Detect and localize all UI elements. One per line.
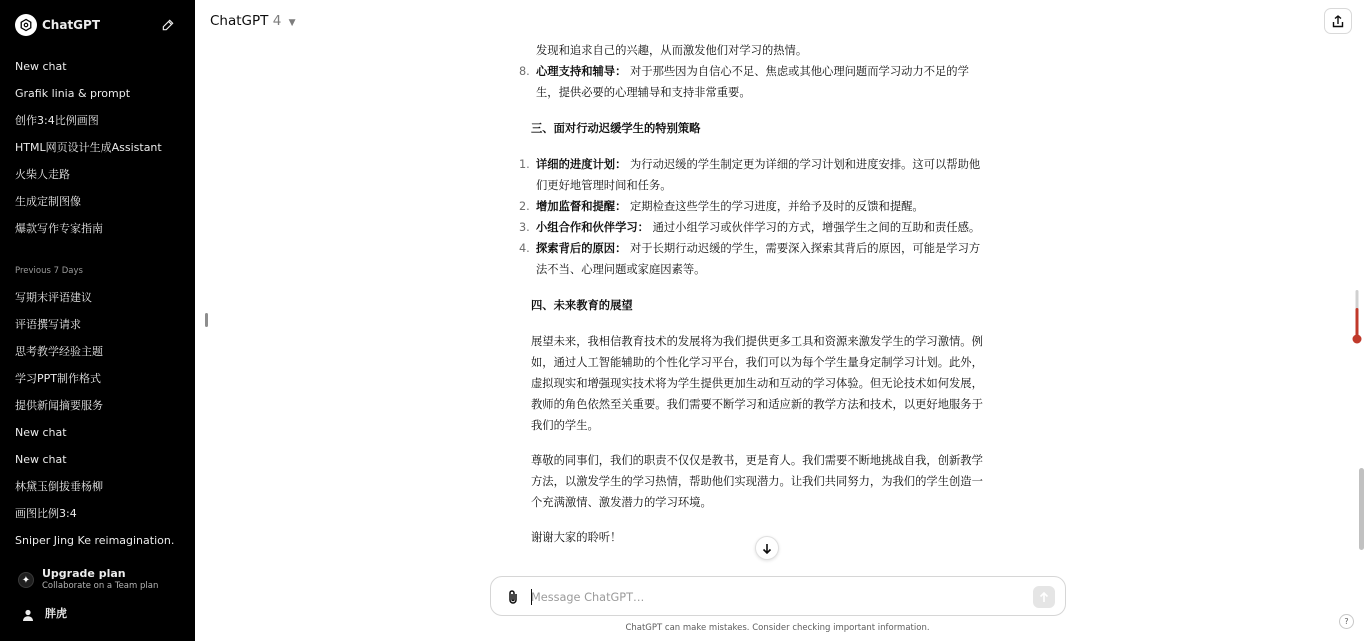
sidebar-chat-item[interactable]: 创作3:4比例画图 — [15, 114, 99, 127]
list-item-text: 定期检查这些学生的学习进度，并给予及时的反馈和提醒。 — [629, 200, 924, 213]
sidebar-chat-item[interactable]: 提供新闻摘要服务 — [15, 399, 103, 412]
sidebar-chat-item[interactable]: 学习PPT制作格式 — [15, 372, 101, 385]
upgrade-subtitle: Collaborate on a Team plan — [42, 581, 159, 591]
sidebar-header — [0, 0, 195, 50]
message-input[interactable] — [531, 587, 1011, 607]
sidebar-chat-item[interactable]: 林黛玉倒拔垂杨柳 — [15, 480, 103, 493]
list-item-text: 对于长期行动迟缓的学生，需要深入探索其背后的原因，可能是学习方法不当、心理问题或家庭因素等。 — [536, 242, 981, 276]
send-button[interactable] — [1033, 586, 1055, 608]
sidebar-chat-item[interactable]: Sniper Jing Ke reimagination. — [15, 534, 175, 547]
list-item-text: 通过小组学习或伙伴学习的方式，增强学生之间的互助和责任感。 — [652, 221, 981, 234]
list-item-title: 探索背后的原因： — [536, 242, 627, 255]
list-item — [519, 238, 991, 280]
sidebar — [0, 0, 195, 641]
list-number: 4. — [519, 242, 530, 255]
sidebar-chat-item[interactable]: New chat — [15, 60, 67, 73]
sidebar-chat-item[interactable]: New chat — [15, 453, 67, 466]
list-number: 3. — [519, 221, 530, 234]
scroll-position-indicator — [1352, 290, 1362, 346]
sidebar-chat-item[interactable]: 写期末评语建议 — [15, 291, 92, 304]
scrollbar-thumb[interactable] — [1359, 468, 1364, 550]
chat-history-today — [0, 56, 195, 245]
list-item-title: 小组合作和伙伴学习： — [536, 221, 649, 234]
sidebar-chat-item[interactable]: 评语撰写请求 — [15, 318, 81, 331]
arrow-up-icon — [1039, 592, 1049, 603]
sidebar-chat-item[interactable]: 火柴人走路 — [15, 168, 70, 181]
list-item-title: 心理支持和辅导： — [536, 65, 627, 78]
chat-history-week — [0, 287, 195, 557]
sidebar-chat-item[interactable]: HTML网页设计生成Assistant — [15, 141, 162, 154]
sidebar-chat-item[interactable]: 思考教学经验主题 — [15, 345, 103, 358]
sidebar-chat-item[interactable]: 生成定制图像 — [15, 195, 81, 208]
paperclip-icon[interactable] — [506, 589, 520, 605]
list-item — [519, 61, 991, 103]
list-item-title: 详细的进度计划： — [536, 158, 627, 171]
help-button[interactable]: ? — [1339, 614, 1354, 629]
scroll-to-bottom-button[interactable] — [755, 536, 779, 560]
upgrade-plan-button[interactable] — [0, 562, 195, 598]
list-item — [519, 154, 991, 196]
section-heading: 四、未来教育的展望 — [531, 299, 633, 312]
user-icon — [22, 606, 34, 618]
list-number: 2. — [519, 200, 530, 213]
share-icon — [1332, 15, 1344, 28]
message-composer — [490, 576, 1066, 616]
message-line: 发现和追求自己的兴趣，从而激发他们对学习的热情。 — [536, 44, 808, 57]
sparkle-icon: ✦ — [18, 572, 34, 588]
list-number: 1. — [519, 158, 530, 171]
edit-icon[interactable] — [161, 17, 175, 31]
text-caret — [531, 589, 532, 605]
sidebar-chat-item[interactable]: New chat — [15, 426, 67, 439]
share-button[interactable] — [1324, 8, 1352, 34]
sidebar-resize-handle[interactable] — [205, 313, 208, 327]
upgrade-title: Upgrade plan — [42, 567, 126, 580]
sidebar-chat-item[interactable]: 爆款写作专家指南 — [15, 222, 103, 235]
chevron-down-icon: ▼ — [288, 18, 296, 28]
model-name: ChatGPT — [210, 13, 269, 29]
arrow-down-icon — [762, 543, 772, 554]
message-paragraph: 展望未来，我相信教育技术的发展将为我们提供更多工具和资源来激发学生的学习激情。例如，通过人工智能辅助的个性化学习平台，我们可以为每个学生量身定制学习计划。此外，虚拟现实和增强现实技术将为学生提供更加生动和互动的学习体验。但无论技术如何发展，教师的角色依然至关重要。我们需要不断学习和适应新的教学方法和技术，以更好地服务于我们的学生。 — [531, 335, 983, 432]
model-version: 4 — [272, 13, 282, 29]
openai-logo-icon[interactable] — [15, 14, 37, 36]
message-paragraph: 谢谢大家的聆听！ — [531, 531, 622, 544]
sidebar-section-label: Previous 7 Days — [15, 266, 83, 276]
assistant-message — [519, 40, 991, 562]
list-item-text: 为行动迟缓的学生制定更为详细的学习计划和进度安排。这可以帮助他们更好地管理时间和任务。 — [536, 158, 981, 192]
sidebar-chat-item[interactable]: Grafik linia & prompt — [15, 87, 131, 100]
user-name: 胖虎 — [45, 607, 67, 620]
list-item-title: 增加监督和提醒： — [536, 200, 627, 213]
list-item — [519, 217, 991, 238]
sidebar-chat-item[interactable]: 画图比例3:4 — [15, 507, 77, 520]
model-selector[interactable] — [210, 13, 296, 29]
list-item — [519, 196, 991, 217]
main-area — [195, 0, 1366, 641]
disclaimer-text: ChatGPT can make mistakes. Consider checking important information. — [625, 623, 930, 633]
section-heading: 三、面对行动迟缓学生的特别策略 — [531, 122, 701, 135]
sidebar-app-name[interactable]: ChatGPT — [42, 18, 101, 32]
message-paragraph: 尊敬的同事们，我们的职责不仅仅是教书，更是育人。我们需要不断地挑战自我，创新教学方法，以激发学生的学习热情，帮助他们实现潜力。让我们共同努力，为我们的学生创造一个充满激情、激发潜力的学习环境。 — [531, 454, 983, 509]
list-number: 8. — [519, 65, 530, 78]
list-item-text: 对于那些因为自信心不足、焦虑或其他心理问题而学习动力不足的学生，提供必要的心理辅导和支持非常重要。 — [536, 65, 969, 99]
user-menu-button[interactable] — [0, 600, 195, 626]
